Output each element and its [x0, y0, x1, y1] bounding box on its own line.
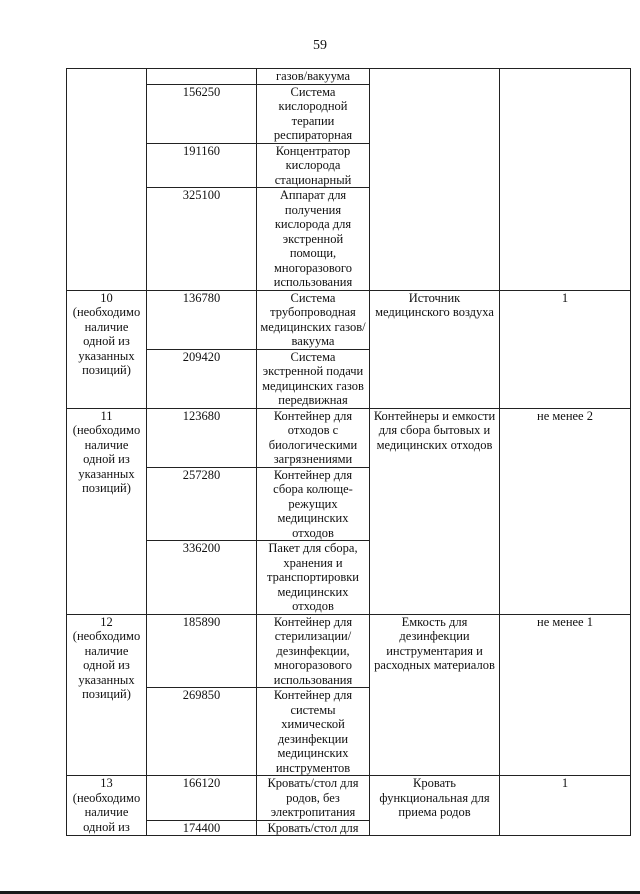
code-cell: 191160 [147, 143, 257, 188]
code-cell: 156250 [147, 84, 257, 143]
item-number-cell [67, 69, 147, 291]
group-cell: Емкость для дезинфекции инструментария и расходных материалов [370, 614, 500, 776]
code-cell: 325100 [147, 188, 257, 291]
item-number-cell: 10 (необходимо наличие одной из указанных позиций) [67, 290, 147, 408]
quantity-cell: 1 [500, 776, 631, 836]
code-cell: 257280 [147, 467, 257, 541]
code-cell: 136780 [147, 290, 257, 349]
code-cell: 166120 [147, 776, 257, 821]
code-cell: 209420 [147, 349, 257, 408]
name-cell: Контейнер для стерилизации/ дезинфекции, многоразового использования [257, 614, 370, 688]
name-cell: Кровать/стол для родов, без электропитания [257, 776, 370, 821]
name-cell: Контейнер для системы химической дезинфекции медицинских инструментов [257, 688, 370, 776]
name-cell: Контейнер для отходов с биологическими загрязнениями [257, 408, 370, 467]
table-row [67, 614, 631, 688]
table-row [67, 290, 631, 349]
group-cell: Кровать функциональная для приема родов [370, 776, 500, 836]
table-row [67, 408, 631, 467]
quantity-cell: не менее 2 [500, 408, 631, 614]
code-cell: 185890 [147, 614, 257, 688]
name-cell: Аппарат для получения кислорода для экстренной помощи, многоразового использования [257, 188, 370, 291]
equipment-table [66, 68, 631, 836]
name-cell: Кровать/стол для [257, 820, 370, 836]
name-cell: газов/вакуума [257, 69, 370, 85]
name-cell: Система трубопроводная медицинских газов/вакуума [257, 290, 370, 349]
code-cell [147, 69, 257, 85]
item-number-cell: 13 (необходимо наличие одной из [67, 776, 147, 836]
code-cell: 336200 [147, 541, 257, 615]
group-cell: Источник медицинского воздуха [370, 290, 500, 408]
quantity-cell: не менее 1 [500, 614, 631, 776]
name-cell: Концентратор кислорода стационарный [257, 143, 370, 188]
item-number-cell: 12 (необходимо наличие одной из указанных позиций) [67, 614, 147, 776]
code-cell: 269850 [147, 688, 257, 776]
table-row [67, 69, 631, 85]
name-cell: Система экстренной подачи медицинских газов передвижная [257, 349, 370, 408]
name-cell: Система кислородной терапии респираторная [257, 84, 370, 143]
table-row [67, 776, 631, 821]
quantity-cell [500, 69, 631, 291]
item-number-cell: 11 (необходимо наличие одной из указанных позиций) [67, 408, 147, 614]
code-cell: 174400 [147, 820, 257, 836]
group-cell: Контейнеры и емкости для сбора бытовых и медицинских отходов [370, 408, 500, 614]
name-cell: Пакет для сбора, хранения и транспортировки медицинских отходов [257, 541, 370, 615]
quantity-cell: 1 [500, 290, 631, 408]
code-cell: 123680 [147, 408, 257, 467]
page-number: 59 [313, 38, 327, 53]
group-cell [370, 69, 500, 291]
name-cell: Контейнер для сбора колюще-режущих медицинских отходов [257, 467, 370, 541]
